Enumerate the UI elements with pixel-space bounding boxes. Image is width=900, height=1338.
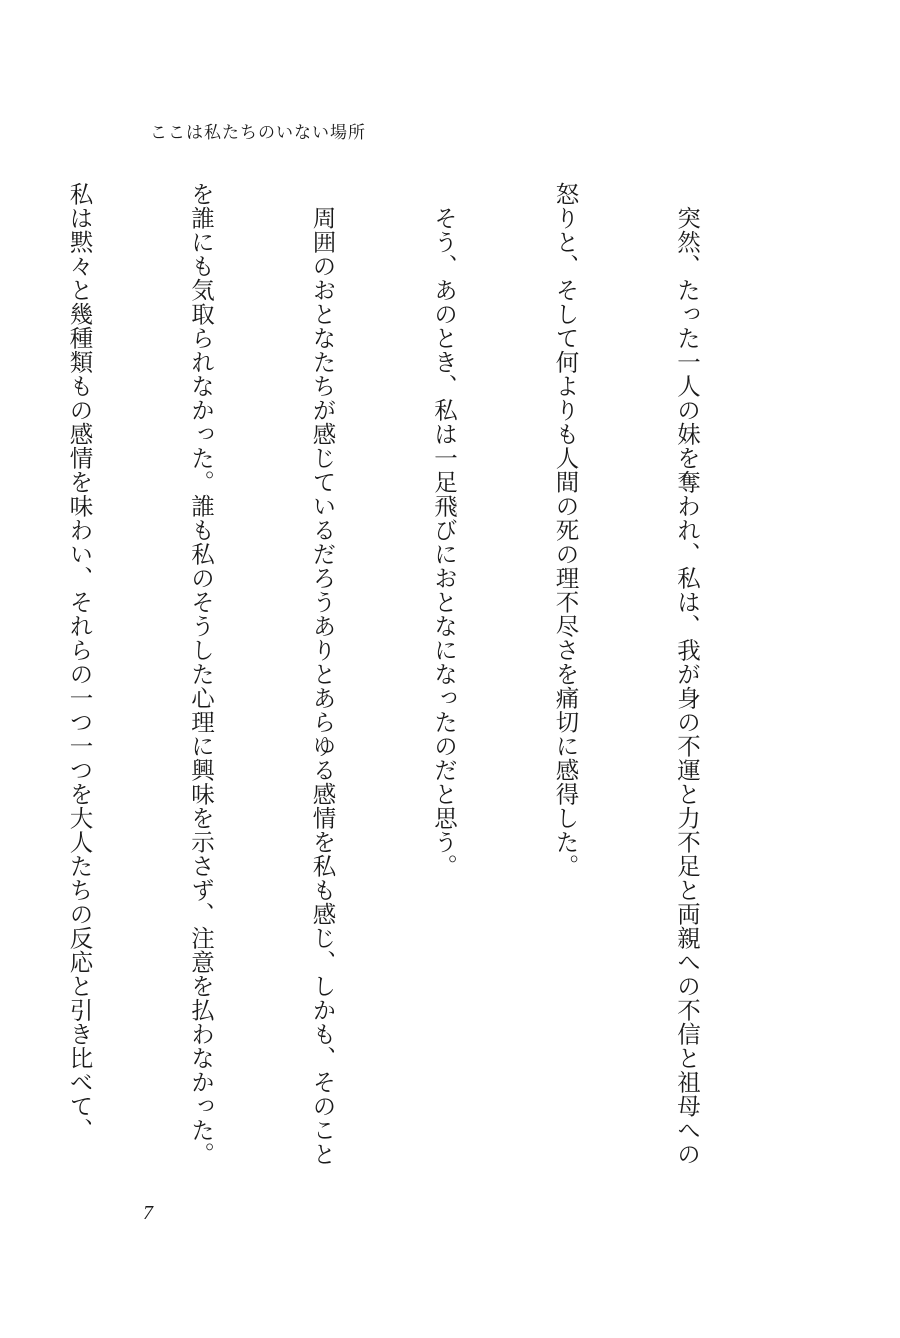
- page-number: 7: [143, 1202, 153, 1224]
- text-line: 怒りと、そして何よりも人間の死の理不尽さを痛切に感得した。: [551, 182, 580, 878]
- running-head: ここは私たちのいない場所: [150, 123, 366, 143]
- text-line: を誰にも気取られなかった。誰も私のそうした心理に興味を示さず、注意を払わなかった。: [187, 182, 215, 1166]
- text-line: 周囲のおとなたちが感じているだろうありとあらゆる感情を私も感じ、しかも、そのこと: [308, 182, 337, 1166]
- body-text: [65, 182, 788, 1172]
- text-line: そう、あのとき、私は一足飛びにおとなになったのだと思う。: [430, 182, 458, 878]
- text-line: 突然、たった一人の妹を奪われ、私は、我が身の不運と力不足と両親への不信と祖母への: [673, 182, 701, 1166]
- text-line: 私は黙々と幾種類もの感情を味わい、それらの一つ一つを大人たちの反応と引き比べて、: [65, 182, 94, 1142]
